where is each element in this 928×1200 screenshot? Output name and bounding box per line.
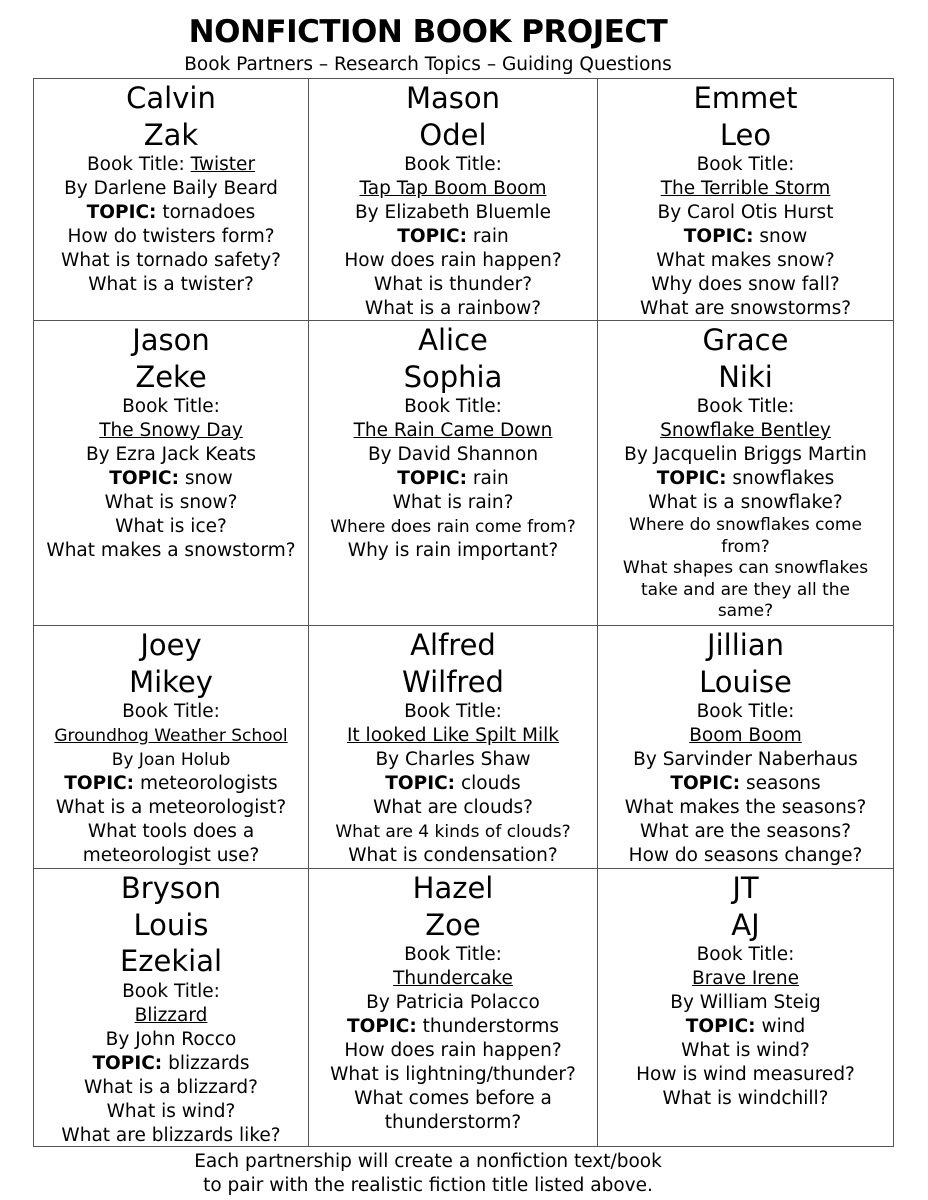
topic-value: meteorologists [139, 773, 278, 794]
topic-label: TOPIC: [64, 773, 135, 794]
guiding-question: What makes a snowstorm? [46, 540, 296, 561]
topic-value: snow [184, 468, 233, 489]
partner-name: Mikey [129, 664, 213, 699]
guiding-question: What are clouds? [373, 797, 533, 818]
topic-value: wind [761, 1016, 806, 1037]
page-title: NONFICTION BOOK PROJECT [188, 14, 668, 50]
book-author: By Charles Shaw [375, 749, 531, 770]
group-cell [34, 321, 309, 626]
partner-name: Jason [132, 323, 210, 357]
guiding-question: What are blizzards like? [61, 1124, 281, 1146]
book-title-label: Book Title: [404, 396, 502, 417]
book-author: By Joan Holub [111, 750, 231, 770]
guiding-question: How do seasons change? [628, 845, 863, 866]
guiding-question: Why is rain important? [347, 540, 559, 561]
book-title: Blizzard [134, 1004, 208, 1026]
topic-row [309, 225, 597, 249]
partner-name: Emmet [693, 81, 798, 115]
partner-name: Bryson [120, 871, 222, 905]
guiding-question: What is snow? [104, 492, 238, 513]
topic-row [598, 467, 893, 491]
guiding-question: How do twisters form? [67, 226, 275, 247]
group-cell [598, 626, 893, 869]
guiding-question: Why does snow fall? [651, 274, 840, 295]
topic-label: TOPIC: [683, 226, 754, 247]
partner-name: Niki [718, 359, 773, 394]
topic-row [34, 1052, 308, 1076]
guiding-question: What comes before a thunderstorm? [354, 1088, 552, 1133]
book-author: By Ezra Jack Keats [85, 444, 257, 465]
topic-value: thunderstorms [422, 1016, 559, 1037]
topic-label: TOPIC: [656, 468, 727, 489]
guiding-question: How does rain happen? [344, 250, 562, 271]
topic-label: TOPIC: [385, 773, 456, 794]
page-subtitle: Book Partners – Research Topics – Guiding Questions [184, 54, 672, 75]
guiding-question: What is windchill? [662, 1088, 829, 1109]
partner-name: Sophia [403, 359, 503, 394]
partner-name: Louis [133, 907, 209, 942]
guiding-question: How does rain happen? [344, 1040, 562, 1061]
guiding-question: What is ice? [115, 516, 227, 537]
guiding-question: What is wind? [106, 1100, 236, 1122]
topic-value: clouds [460, 773, 521, 794]
book-title-label: Book Title: [696, 944, 795, 965]
group-cell [34, 869, 309, 1146]
topic-value: blizzards [168, 1052, 250, 1074]
guiding-question: What are snowstorms? [639, 298, 852, 319]
partner-name: Odel [419, 117, 487, 152]
topic-row [34, 772, 308, 796]
partner-name: Alice [418, 323, 488, 357]
book-author: By Elizabeth Bluemle [354, 202, 551, 223]
book-title-label: Book Title: [404, 154, 502, 175]
book-title-label: Book Title: [122, 701, 220, 722]
topic-label: TOPIC: [86, 202, 157, 223]
topic-value: snowflakes [732, 468, 835, 489]
guiding-question: What is thunder? [373, 274, 533, 295]
group-cell [34, 79, 309, 321]
book-author: By Carol Otis Hurst [657, 202, 834, 223]
topic-label: TOPIC: [109, 468, 180, 489]
partner-name: Calvin [126, 81, 216, 115]
topic-row [309, 772, 597, 796]
book-author: By Jacquelin Briggs Martin [624, 444, 867, 465]
book-title-label: Book Title: [404, 701, 502, 722]
book-author: By John Rocco [105, 1028, 237, 1050]
partner-name: Ezekial [119, 944, 223, 978]
book-title: Twister [190, 154, 256, 175]
book-title: Snowflake Bentley [660, 420, 831, 441]
book-title-label: Book Title: [696, 154, 795, 175]
guiding-question: What are 4 kinds of clouds? [335, 822, 571, 842]
guiding-question: Where do snowflakes come from? [629, 515, 862, 557]
group-cell [598, 79, 893, 321]
guiding-question: What makes the seasons? [624, 797, 867, 818]
topic-label: TOPIC: [685, 1016, 756, 1037]
partner-name: Joey [140, 628, 202, 662]
topic-row [309, 1015, 597, 1039]
partner-name: Grace [702, 323, 789, 357]
footer-line: Each partnership will create a nonfiction text/book [194, 1151, 662, 1172]
group-cell [309, 869, 598, 1146]
partner-name: Louise [699, 664, 792, 699]
guiding-question: What is a rainbow? [364, 298, 542, 319]
book-title-label: Book Title: [86, 154, 185, 175]
topic-row [598, 1015, 893, 1039]
footer-note [0, 1150, 856, 1198]
topic-value: tornadoes [162, 202, 256, 223]
guiding-question: What is rain? [392, 492, 514, 513]
book-author: By Sarvinder Naberhaus [633, 749, 858, 770]
book-title-label: Book Title: [404, 944, 502, 965]
book-author: By David Shannon [367, 444, 539, 465]
topic-value: snow [759, 226, 808, 247]
book-title: Brave Irene [692, 968, 799, 989]
book-title: Thundercake [393, 968, 513, 989]
guiding-question: What tools does a meteorologist use? [82, 821, 260, 866]
partner-name: Wilfred [402, 664, 504, 699]
group-cell [309, 79, 598, 321]
guiding-question: What is lightning/thunder? [330, 1064, 576, 1085]
guiding-question: How is wind measured? [636, 1064, 855, 1085]
group-cell [598, 321, 893, 626]
partner-name: Leo [719, 117, 772, 152]
guiding-question: What makes snow? [656, 250, 835, 271]
partner-name: Zeke [135, 359, 207, 394]
topic-row [34, 467, 308, 491]
partner-name: Mason [405, 81, 501, 115]
topic-value: rain [472, 468, 509, 489]
book-title: Groundhog Weather School [54, 726, 288, 746]
topic-label: TOPIC: [397, 468, 468, 489]
topic-label: TOPIC: [92, 1052, 163, 1074]
guiding-question: What is tornado safety? [61, 250, 281, 271]
guiding-question: What are the seasons? [639, 821, 852, 842]
partner-name: Jillian [707, 628, 784, 662]
guiding-question: What is wind? [681, 1040, 810, 1061]
guiding-question: What shapes can snowflakes take and are they all the same? [622, 558, 869, 621]
book-title-label: Book Title: [122, 396, 220, 417]
book-title: The Terrible Storm [660, 178, 831, 199]
partner-name: Alfred [410, 628, 496, 662]
guiding-question: What is a snowflake? [648, 492, 843, 513]
partner-name: Hazel [412, 871, 494, 905]
book-title: The Snowy Day [99, 420, 243, 441]
guiding-question: Where does rain come from? [330, 517, 576, 537]
partner-name: JT [732, 871, 759, 905]
book-title: The Rain Came Down [353, 420, 553, 441]
book-title: Tap Tap Boom Boom [359, 178, 547, 199]
footer-line: to pair with the realistic fiction title listed above. [203, 1175, 653, 1196]
topic-value: seasons [745, 773, 821, 794]
group-cell [309, 321, 598, 626]
book-title-label: Book Title: [122, 980, 220, 1002]
group-cell [598, 869, 893, 1146]
project-grid [33, 78, 894, 1147]
guiding-question: What is condensation? [348, 845, 558, 866]
group-cell [34, 626, 309, 869]
partner-name: AJ [731, 907, 760, 942]
book-author: By Patricia Polacco [366, 992, 540, 1013]
book-title-label: Book Title: [696, 396, 795, 417]
guiding-question: What is a twister? [88, 274, 254, 295]
topic-value: rain [472, 226, 509, 247]
guiding-question: What is a meteorologist? [55, 797, 287, 818]
topic-row [34, 201, 308, 225]
topic-row [598, 772, 893, 796]
book-title-label: Book Title: [696, 701, 795, 722]
topic-row [309, 467, 597, 491]
guiding-question: What is a blizzard? [84, 1076, 258, 1098]
partner-name: Zoe [425, 907, 481, 942]
partner-name: Zak [143, 117, 199, 152]
book-author: By William Steig [670, 992, 821, 1013]
book-author: By Darlene Baily Beard [64, 178, 278, 199]
book-title-row [34, 153, 308, 177]
book-title: Boom Boom [689, 725, 802, 746]
book-title: It looked Like Spilt Milk [346, 725, 560, 746]
group-cell [309, 626, 598, 869]
topic-label: TOPIC: [347, 1016, 417, 1037]
topic-row [598, 225, 893, 249]
topic-label: TOPIC: [670, 773, 741, 794]
topic-label: TOPIC: [397, 226, 468, 247]
